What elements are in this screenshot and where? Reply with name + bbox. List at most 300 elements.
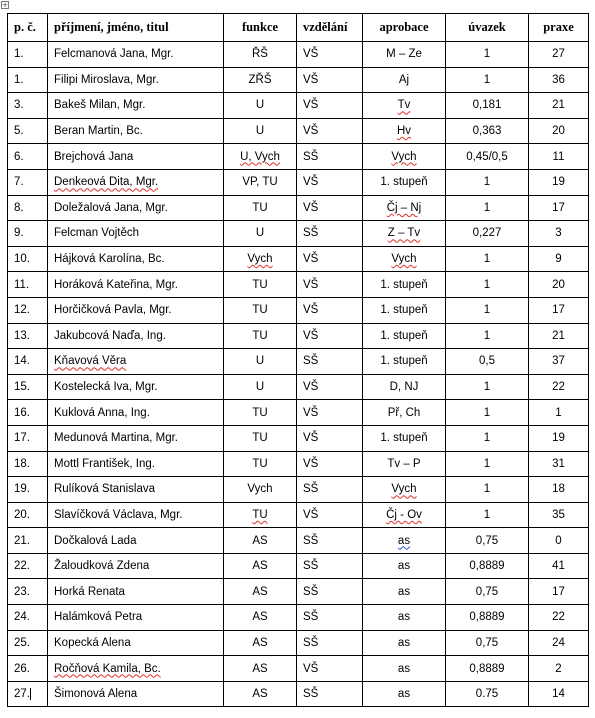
row-education-cell[interactable] — [297, 42, 363, 68]
row-workload: 0,8889 — [469, 560, 505, 573]
table-row — [8, 67, 589, 93]
row-role-cell[interactable] — [224, 374, 297, 400]
row-workload-cell[interactable] — [446, 451, 529, 477]
row-number: 9. — [14, 227, 24, 240]
row-workload-cell[interactable] — [446, 400, 529, 426]
row-qualification: as — [397, 611, 411, 624]
row-role-cell[interactable] — [224, 605, 297, 631]
row-workload: 0,75 — [475, 534, 499, 547]
row-education-cell[interactable] — [297, 656, 363, 682]
table-row — [8, 272, 589, 298]
header-education: vzdělání — [297, 14, 363, 42]
row-role-cell[interactable] — [224, 477, 297, 503]
row-experience-cell[interactable] — [529, 144, 589, 170]
row-name: Hájková Karolína, Bc. — [54, 253, 165, 266]
row-education-cell[interactable] — [297, 630, 363, 656]
row-qualification: as — [397, 662, 411, 675]
row-experience-cell[interactable] — [529, 681, 589, 707]
row-qualification-cell[interactable] — [363, 93, 446, 119]
row-education-cell[interactable] — [297, 605, 363, 631]
row-role-cell[interactable] — [224, 169, 297, 195]
row-workload-cell[interactable] — [446, 425, 529, 451]
row-workload: 0,363 — [472, 125, 502, 138]
row-experience: 24 — [552, 636, 565, 649]
row-name: Šimonová Alena — [54, 688, 138, 701]
row-role: U — [255, 381, 265, 394]
row-experience-cell[interactable] — [529, 349, 589, 375]
row-name-cell[interactable] — [48, 553, 224, 579]
row-workload-cell[interactable] — [446, 144, 529, 170]
row-qualification-cell[interactable] — [363, 477, 446, 503]
row-workload-cell[interactable] — [446, 195, 529, 221]
row-qualification: Tv – P — [387, 457, 421, 470]
row-workload: 1 — [483, 329, 491, 342]
row-experience-cell[interactable] — [529, 528, 589, 554]
row-education: VŠ — [303, 73, 319, 86]
row-workload-cell[interactable] — [446, 323, 529, 349]
row-education-cell[interactable] — [297, 425, 363, 451]
row-workload-cell[interactable] — [446, 42, 529, 68]
row-education-cell[interactable] — [297, 93, 363, 119]
row-qualification: Čj – Nj — [386, 201, 422, 214]
row-experience-cell[interactable] — [529, 195, 589, 221]
row-education: VŠ — [303, 457, 319, 470]
row-qualification: Čj - Ov — [386, 508, 422, 521]
row-qualification: Př, Ch — [387, 406, 421, 419]
row-number-cell[interactable] — [8, 477, 48, 503]
row-qualification-cell[interactable] — [363, 374, 446, 400]
row-qualification-cell[interactable] — [363, 323, 446, 349]
row-number: 12. — [14, 304, 30, 317]
row-name-cell[interactable] — [48, 477, 224, 503]
row-name-cell[interactable] — [48, 605, 224, 631]
row-name-cell[interactable] — [48, 144, 224, 170]
row-education: SŠ — [303, 560, 319, 573]
row-experience-cell[interactable] — [529, 656, 589, 682]
table-row — [8, 221, 589, 247]
table-row — [8, 297, 589, 323]
row-role: Vych — [247, 483, 273, 496]
row-qualification-cell[interactable] — [363, 272, 446, 298]
row-qualification-cell[interactable] — [363, 195, 446, 221]
row-name: Filipi Miroslava, Mgr. — [54, 73, 159, 86]
row-role-cell[interactable] — [224, 272, 297, 298]
row-education-cell[interactable] — [297, 118, 363, 144]
row-name-cell[interactable] — [48, 169, 224, 195]
table-row — [8, 656, 589, 682]
row-workload: 1 — [483, 483, 491, 496]
row-education: SŠ — [303, 150, 319, 163]
row-experience-cell[interactable] — [529, 502, 589, 528]
row-experience-cell[interactable] — [529, 579, 589, 605]
row-experience: 9 — [555, 253, 562, 266]
row-workload-cell[interactable] — [446, 272, 529, 298]
row-name-cell[interactable] — [48, 93, 224, 119]
row-role: AS — [252, 662, 268, 675]
row-experience: 2 — [555, 662, 562, 675]
row-qualification: as — [397, 636, 411, 649]
row-education-cell[interactable] — [297, 374, 363, 400]
row-name-cell[interactable] — [48, 400, 224, 426]
row-workload-cell[interactable] — [446, 118, 529, 144]
row-workload-cell[interactable] — [446, 528, 529, 554]
row-number-cell[interactable] — [8, 297, 48, 323]
row-workload-cell[interactable] — [446, 605, 529, 631]
row-number: 7. — [14, 176, 24, 189]
row-name: Dočkalová Lada — [54, 534, 137, 547]
row-education: SŠ — [303, 355, 319, 368]
row-workload-cell[interactable] — [446, 246, 529, 272]
row-workload-cell[interactable] — [446, 553, 529, 579]
row-workload-cell[interactable] — [446, 656, 529, 682]
table-row — [8, 349, 589, 375]
row-experience: 36 — [552, 73, 565, 86]
row-role-cell[interactable] — [224, 656, 297, 682]
row-qualification-cell[interactable] — [363, 502, 446, 528]
row-qualification-cell[interactable] — [363, 169, 446, 195]
row-name-cell[interactable] — [48, 528, 224, 554]
row-name-cell[interactable] — [48, 323, 224, 349]
row-experience-cell[interactable] — [529, 118, 589, 144]
row-role-cell[interactable] — [224, 349, 297, 375]
row-education-cell[interactable] — [297, 246, 363, 272]
row-workload: 0,75 — [475, 636, 499, 649]
row-number-cell[interactable] — [8, 349, 48, 375]
header-qualification: aprobace — [363, 14, 446, 42]
row-role-cell[interactable] — [224, 681, 297, 707]
row-workload-cell[interactable] — [446, 579, 529, 605]
row-education-cell[interactable] — [297, 451, 363, 477]
row-role: TU — [252, 278, 268, 291]
row-experience: 18 — [552, 483, 565, 496]
row-education: SŠ — [303, 636, 319, 649]
row-role-cell[interactable] — [224, 323, 297, 349]
row-number-cell[interactable] — [8, 451, 48, 477]
row-name: Kňavová Věra — [54, 355, 127, 368]
row-number: 1. — [14, 73, 24, 86]
row-name: Žaloudková Zdena — [54, 560, 150, 573]
row-experience-cell[interactable] — [529, 67, 589, 93]
row-number: 20. — [14, 508, 30, 521]
row-education: VŠ — [303, 176, 319, 189]
row-qualification: 1. stupeň — [380, 432, 428, 445]
row-number-cell[interactable] — [8, 93, 48, 119]
row-name-cell[interactable] — [48, 502, 224, 528]
row-experience-cell[interactable] — [529, 93, 589, 119]
row-role-cell[interactable] — [224, 553, 297, 579]
row-role: U — [255, 125, 265, 138]
row-education-cell[interactable] — [297, 400, 363, 426]
row-experience: 11 — [552, 150, 565, 163]
row-education-cell[interactable] — [297, 579, 363, 605]
row-experience-cell[interactable] — [529, 323, 589, 349]
row-name-cell[interactable] — [48, 681, 224, 707]
row-role-cell[interactable] — [224, 528, 297, 554]
row-qualification: Vych — [391, 150, 417, 163]
row-education-cell[interactable] — [297, 144, 363, 170]
row-name: Medunová Martina, Mgr. — [54, 432, 179, 445]
row-education-cell[interactable] — [297, 349, 363, 375]
row-number-cell[interactable] — [8, 118, 48, 144]
row-name-cell[interactable] — [48, 297, 224, 323]
row-qualification: 1. stupeň — [380, 278, 428, 291]
row-experience-cell[interactable] — [529, 477, 589, 503]
row-role: ŘŠ — [252, 48, 268, 61]
row-workload-cell[interactable] — [446, 93, 529, 119]
row-workload: 1 — [483, 73, 491, 86]
row-qualification: Tv — [397, 99, 411, 112]
row-name-cell[interactable] — [48, 195, 224, 221]
row-education: VŠ — [303, 278, 319, 291]
row-number-cell[interactable] — [8, 323, 48, 349]
row-workload-cell[interactable] — [446, 477, 529, 503]
row-qualification-cell[interactable] — [363, 681, 446, 707]
row-experience: 3 — [555, 227, 562, 240]
row-role-cell[interactable] — [224, 630, 297, 656]
row-name: Felcmanová Jana, Mgr. — [54, 48, 174, 61]
row-workload: 1 — [483, 432, 491, 445]
row-number-cell[interactable] — [8, 169, 48, 195]
row-education: SŠ — [303, 611, 319, 624]
row-qualification-cell[interactable] — [363, 605, 446, 631]
row-name-cell[interactable] — [48, 349, 224, 375]
row-number: 18. — [14, 457, 30, 470]
row-qualification: Vych — [391, 253, 417, 266]
row-workload: 1 — [483, 176, 491, 189]
row-qualification-cell[interactable] — [363, 553, 446, 579]
row-qualification: D, NJ — [389, 381, 419, 394]
row-workload: 0,227 — [472, 227, 502, 240]
row-number-cell[interactable] — [8, 221, 48, 247]
row-name-cell[interactable] — [48, 451, 224, 477]
row-qualification-cell[interactable] — [363, 221, 446, 247]
row-name-cell[interactable] — [48, 118, 224, 144]
row-name-cell[interactable] — [48, 425, 224, 451]
row-workload-cell[interactable] — [446, 374, 529, 400]
row-role: VP, TU — [242, 176, 278, 189]
row-workload-cell[interactable] — [446, 297, 529, 323]
row-qualification-cell[interactable] — [363, 144, 446, 170]
row-workload-cell[interactable] — [446, 349, 529, 375]
row-qualification-cell[interactable] — [363, 42, 446, 68]
row-number-cell[interactable] — [8, 425, 48, 451]
row-experience-cell[interactable] — [529, 246, 589, 272]
row-role-cell[interactable] — [224, 42, 297, 68]
table-row — [8, 246, 589, 272]
row-workload-cell[interactable] — [446, 67, 529, 93]
table-row — [8, 502, 589, 528]
row-experience: 17 — [552, 304, 565, 317]
header-role: funkce — [224, 14, 297, 42]
row-number-cell[interactable] — [8, 528, 48, 554]
row-education-cell[interactable] — [297, 553, 363, 579]
row-education-cell[interactable] — [297, 67, 363, 93]
row-education-cell[interactable] — [297, 195, 363, 221]
row-name: Ročňová Kamila, Bc. — [54, 662, 161, 675]
row-workload: 0,45/0,5 — [466, 150, 508, 163]
row-role-cell[interactable] — [224, 297, 297, 323]
row-qualification-cell[interactable] — [363, 425, 446, 451]
row-education: SŠ — [303, 688, 319, 701]
row-experience-cell[interactable] — [529, 272, 589, 298]
row-experience: 19 — [552, 176, 565, 189]
row-qualification-cell[interactable] — [363, 656, 446, 682]
row-experience-cell[interactable] — [529, 400, 589, 426]
row-experience-cell[interactable] — [529, 605, 589, 631]
row-experience: 22 — [552, 611, 565, 624]
row-role-cell[interactable] — [224, 221, 297, 247]
table-header-row — [8, 14, 589, 42]
row-role: U, Vych — [240, 150, 280, 163]
row-experience: 17 — [552, 201, 565, 214]
row-workload: 1 — [483, 406, 491, 419]
table-row — [8, 425, 589, 451]
row-number: 11. — [14, 278, 30, 291]
row-role-cell[interactable] — [224, 451, 297, 477]
row-education-cell[interactable] — [297, 477, 363, 503]
row-experience-cell[interactable] — [529, 297, 589, 323]
row-education-cell[interactable] — [297, 297, 363, 323]
row-experience-cell[interactable] — [529, 221, 589, 247]
row-workload-cell[interactable] — [446, 221, 529, 247]
table-row — [8, 144, 589, 170]
row-role-cell[interactable] — [224, 93, 297, 119]
row-workload-cell[interactable] — [446, 169, 529, 195]
row-role-cell[interactable] — [224, 579, 297, 605]
row-education: VŠ — [303, 508, 319, 521]
row-qualification-cell[interactable] — [363, 630, 446, 656]
row-number-cell[interactable] — [8, 374, 48, 400]
row-workload: 1 — [483, 381, 491, 394]
row-name-cell[interactable] — [48, 42, 224, 68]
row-name-cell[interactable] — [48, 630, 224, 656]
row-qualification: as — [397, 534, 411, 547]
row-role-cell[interactable] — [224, 400, 297, 426]
row-education-cell[interactable] — [297, 323, 363, 349]
row-experience-cell[interactable] — [529, 630, 589, 656]
row-name: Mottl František, Ing. — [54, 457, 155, 470]
table-move-handle-icon[interactable]: + — [2, 1, 8, 9]
row-education-cell[interactable] — [297, 272, 363, 298]
row-name-cell[interactable] — [48, 67, 224, 93]
row-qualification-cell[interactable] — [363, 297, 446, 323]
row-workload: 1 — [483, 253, 491, 266]
row-workload: 1 — [483, 457, 491, 470]
row-role-cell[interactable] — [224, 425, 297, 451]
row-number-cell[interactable] — [8, 272, 48, 298]
row-education-cell[interactable] — [297, 221, 363, 247]
row-workload: 1 — [483, 278, 491, 291]
row-role-cell[interactable] — [224, 118, 297, 144]
row-workload-cell[interactable] — [446, 681, 529, 707]
row-role-cell[interactable] — [224, 195, 297, 221]
row-role: TU — [252, 304, 268, 317]
row-name-cell[interactable] — [48, 221, 224, 247]
row-name-cell[interactable] — [48, 246, 224, 272]
row-experience-cell[interactable] — [529, 169, 589, 195]
row-name: Doležalová Jana, Mgr. — [54, 201, 168, 214]
table-row — [8, 579, 589, 605]
row-name: Kopecká Alena — [54, 636, 131, 649]
row-number: 13. — [14, 329, 30, 342]
row-qualification-cell[interactable] — [363, 400, 446, 426]
row-role-cell[interactable] — [224, 67, 297, 93]
row-qualification-cell[interactable] — [363, 579, 446, 605]
row-number-cell[interactable] — [8, 681, 48, 707]
row-qualification-cell[interactable] — [363, 246, 446, 272]
row-name-cell[interactable] — [48, 272, 224, 298]
row-workload-cell[interactable] — [446, 630, 529, 656]
row-number-cell[interactable] — [8, 502, 48, 528]
row-workload: 1 — [483, 508, 491, 521]
row-number-cell[interactable] — [8, 553, 48, 579]
row-number: 10. — [14, 253, 30, 266]
row-role: U — [255, 99, 265, 112]
row-number-cell[interactable] — [8, 42, 48, 68]
row-number-cell[interactable] — [8, 605, 48, 631]
row-workload: 0,5 — [479, 355, 495, 368]
row-number-cell[interactable] — [8, 630, 48, 656]
row-workload: 1 — [483, 304, 491, 317]
row-education: SŠ — [303, 227, 319, 240]
row-number-cell[interactable] — [8, 246, 48, 272]
row-education-cell[interactable] — [297, 681, 363, 707]
row-name: Horká Renata — [54, 585, 125, 598]
row-role-cell[interactable] — [224, 144, 297, 170]
row-role: Vych — [247, 253, 273, 266]
row-number-cell[interactable] — [8, 144, 48, 170]
row-education-cell[interactable] — [297, 502, 363, 528]
row-role: AS — [252, 636, 268, 649]
row-education: VŠ — [303, 406, 319, 419]
row-role: TU — [252, 329, 268, 342]
row-education: SŠ — [303, 483, 319, 496]
row-qualification-cell[interactable] — [363, 67, 446, 93]
row-education: VŠ — [303, 125, 319, 138]
row-qualification-cell[interactable] — [363, 349, 446, 375]
row-qualification-cell[interactable] — [363, 528, 446, 554]
row-name-cell[interactable] — [48, 579, 224, 605]
row-name-cell[interactable] — [48, 374, 224, 400]
row-experience-cell[interactable] — [529, 553, 589, 579]
row-number-cell[interactable] — [8, 579, 48, 605]
row-number: 21. — [14, 534, 30, 547]
row-role: U — [255, 227, 265, 240]
row-experience-cell[interactable] — [529, 42, 589, 68]
row-role: ZŘŠ — [248, 73, 272, 86]
row-role-cell[interactable] — [224, 502, 297, 528]
table-row — [8, 553, 589, 579]
row-education: VŠ — [303, 662, 319, 675]
row-experience-cell[interactable] — [529, 425, 589, 451]
row-education-cell[interactable] — [297, 528, 363, 554]
row-experience: 19 — [552, 432, 565, 445]
row-experience-cell[interactable] — [529, 451, 589, 477]
row-name-cell[interactable] — [48, 656, 224, 682]
row-qualification-cell[interactable] — [363, 451, 446, 477]
row-education-cell[interactable] — [297, 169, 363, 195]
row-number-cell[interactable] — [8, 656, 48, 682]
row-workload-cell[interactable] — [446, 502, 529, 528]
row-number-cell[interactable] — [8, 195, 48, 221]
row-qualification: 1. stupeň — [380, 329, 428, 342]
row-role-cell[interactable] — [224, 246, 297, 272]
row-number-cell[interactable] — [8, 67, 48, 93]
row-experience-cell[interactable] — [529, 374, 589, 400]
row-qualification-cell[interactable] — [363, 118, 446, 144]
row-experience: 35 — [552, 508, 565, 521]
row-number-cell[interactable] — [8, 400, 48, 426]
